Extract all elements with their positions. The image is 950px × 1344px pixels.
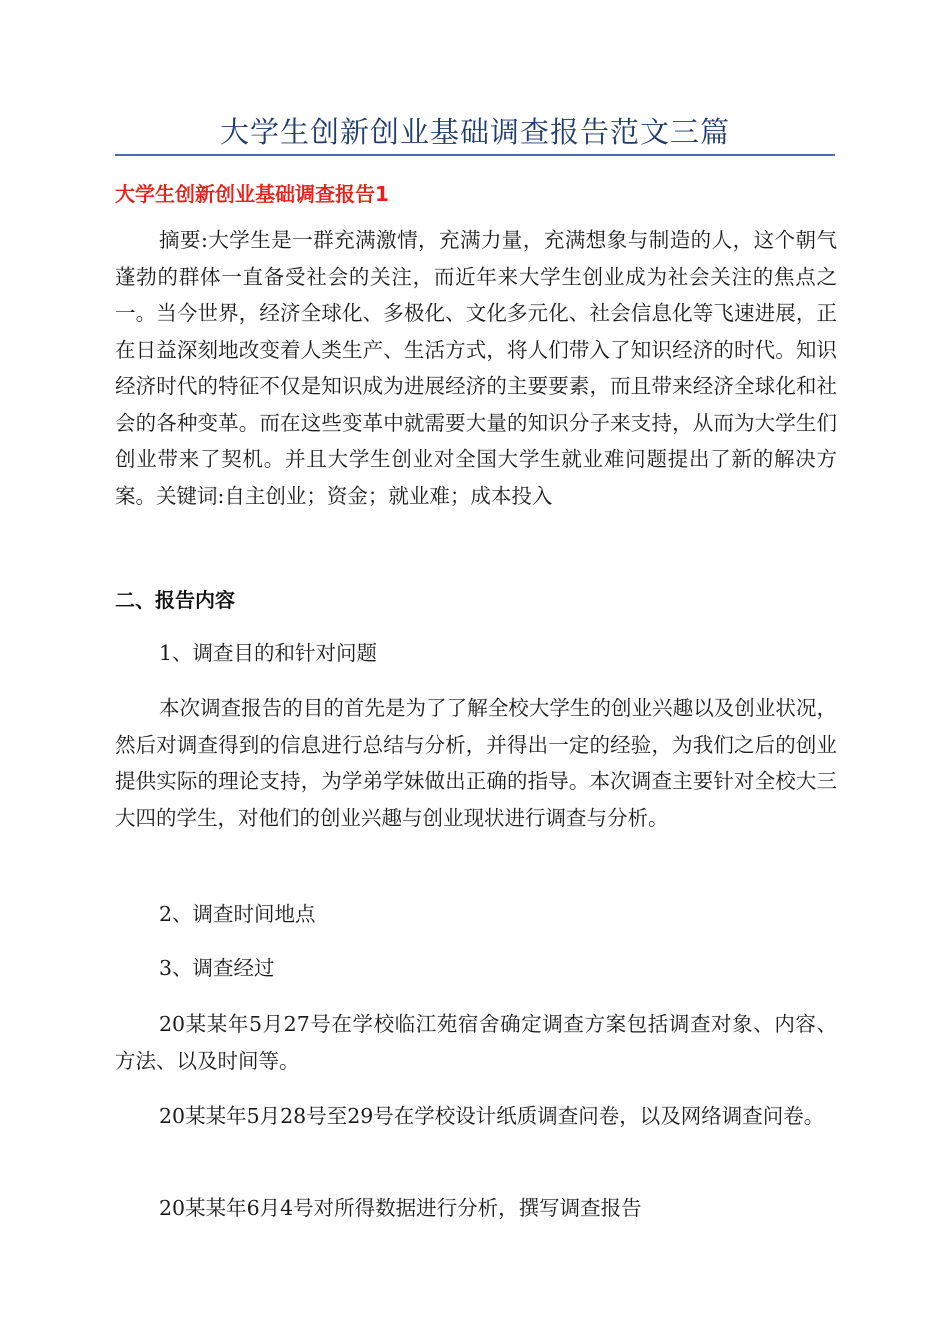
subsection-process-heading: 3、调查经过 (159, 956, 275, 980)
report-heading: 大学生创新创业基础调查报告1 (115, 182, 389, 206)
process-paragraph-1: 20某某年5月27号在学校临江苑宿舍确定调查方案包括调查对象、内容、方法、以及时间等。 (115, 1012, 837, 1073)
purpose-paragraph: 本次调查报告的目的首先是为了了解全校大学生的创业兴趣以及创业状况，然后对调查得到的信息进行总结与分析，并得出一定的经验，为我们之后的创业提供实际的理论支持，为学弟学妹做出正确的指导。本次调查主要针对全校大三大四的学生，对他们的创业兴趣与创业现状进行调查与分析。 (115, 696, 837, 830)
abstract-paragraph: 摘要:大学生是一群充满激情，充满力量，充满想象与制造的人，这个朝气蓬勃的群体一直备受社会的关注，而近年来大学生创业成为社会关注的焦点之一。当今世界，经济全球化、多极化、文化多元化、社会信息化等飞速进展，正在日益深刻地改变着人类生产、生活方式，将人们带入了知识经济的时代。知识经济时代的特征不仅是知识成为进展经济的主要要素，而且带来经济全球化和社会的各种变革。而在这些变革中就需要大量的知识分子来支持，从而为大学生们创业带来了契机。并且大学生创业对全国大学生就业难问题提出了新的解决方案。关键词:自主创业；资金；就业难；成本投入 (115, 228, 837, 508)
process-paragraph-3: 20某某年6月4号对所得数据进行分析，撰写调查报告 (159, 1196, 642, 1220)
document-title: 大学生创新创业基础调查报告范文三篇 (219, 115, 730, 149)
process-paragraph-2: 20某某年5月28号至29号在学校设计纸质调查问卷，以及网络调查问卷。 (159, 1104, 825, 1128)
subsection-purpose-heading: 1、调查目的和针对问题 (159, 641, 378, 665)
subsection-time-place-heading: 2、调查时间地点 (159, 902, 316, 926)
section-heading-report-content: 二、报告内容 (115, 588, 235, 612)
title-underline (115, 154, 835, 156)
